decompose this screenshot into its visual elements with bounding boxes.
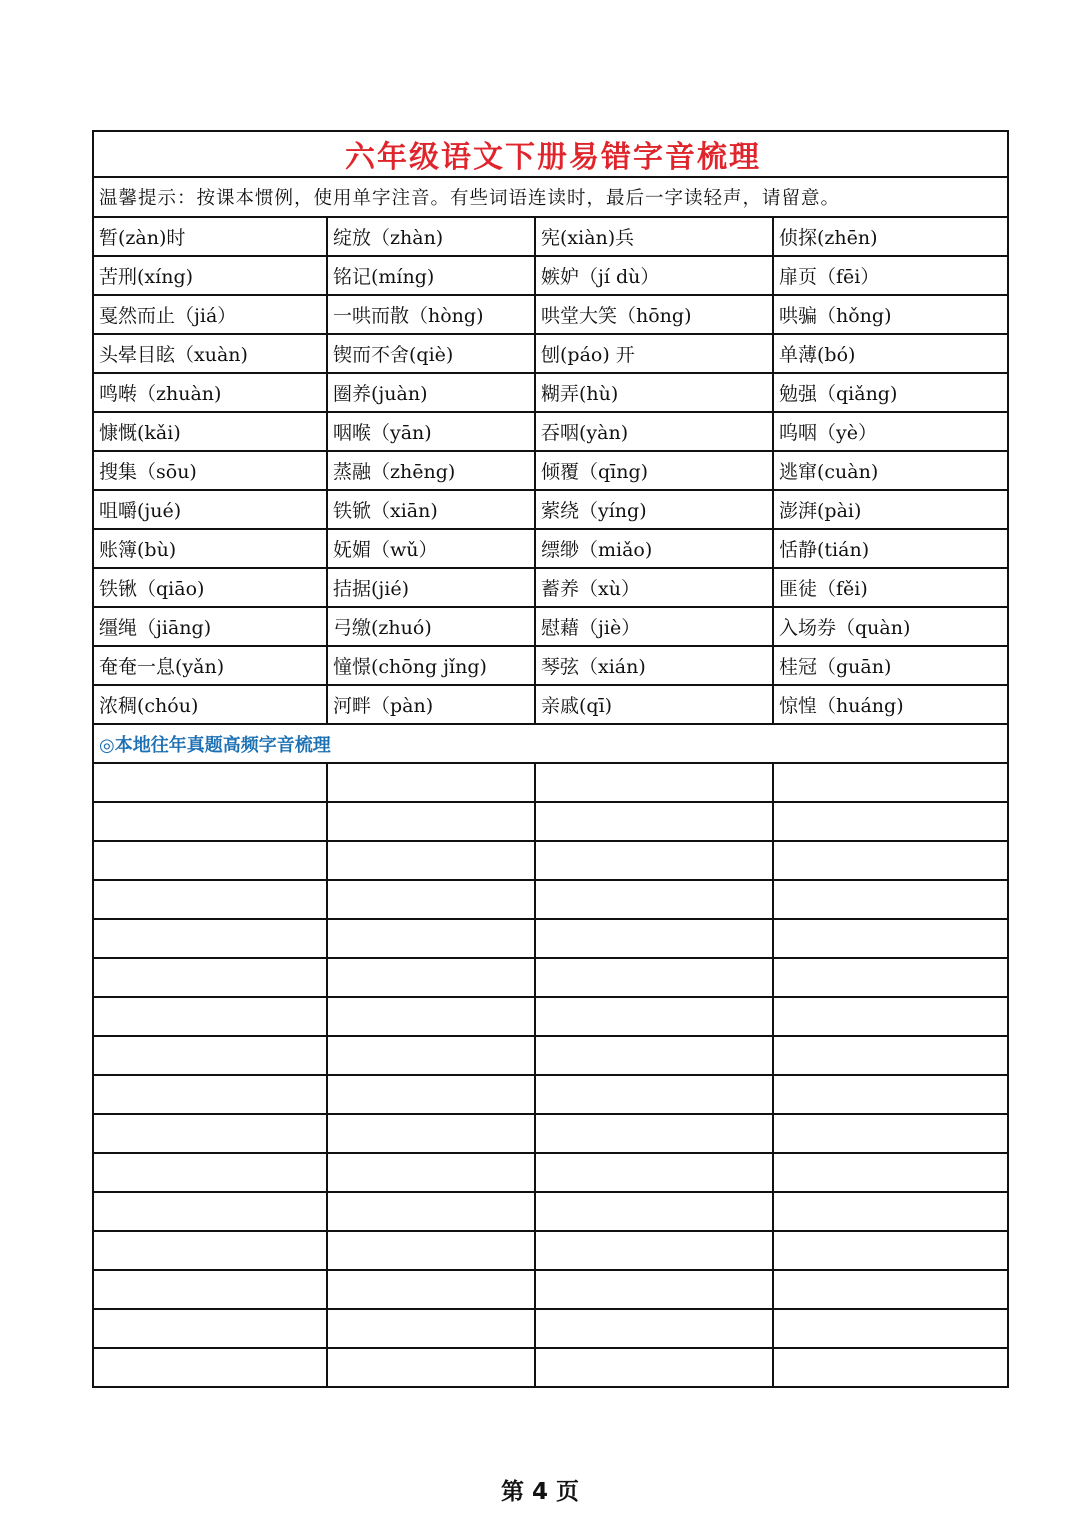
word-row [93, 334, 1008, 373]
word-cell: 铁锹（qiāo) [93, 568, 327, 607]
word-row [93, 529, 1008, 568]
blank-cell [535, 958, 773, 997]
blank-cell [773, 1114, 1008, 1153]
word-cell: 琴弦（xián) [535, 646, 773, 685]
tip-text: 温馨提示：按课本惯例，使用单字注音。有些词语连读时，最后一字读轻声，请留意。 [93, 177, 1008, 217]
pronunciation-table [92, 130, 1009, 1388]
blank-cell [327, 1153, 535, 1192]
word-cell: 缰绳（jiāng) [93, 607, 327, 646]
word-row [93, 568, 1008, 607]
blank-row [93, 958, 1008, 997]
blank-cell [327, 880, 535, 919]
blank-cell [535, 1192, 773, 1231]
blank-cell [535, 997, 773, 1036]
word-row [93, 685, 1008, 724]
word-cell: 惊惶（huáng) [773, 685, 1008, 724]
word-cell: 弓缴(zhuó) [327, 607, 535, 646]
blank-cell [773, 841, 1008, 880]
blank-cell [773, 1036, 1008, 1075]
blank-row [93, 841, 1008, 880]
word-row [93, 490, 1008, 529]
word-cell: 扉页（fēi） [773, 256, 1008, 295]
word-cell: 哄骗（hǒng) [773, 295, 1008, 334]
word-cell: 戛然而止（jiá） [93, 295, 327, 334]
word-cell: 咽喉（yān) [327, 412, 535, 451]
word-cell: 铁锨（xiān) [327, 490, 535, 529]
blank-row [93, 1348, 1008, 1387]
blank-cell [93, 1114, 327, 1153]
blank-cell [535, 1036, 773, 1075]
blank-cell [327, 1270, 535, 1309]
word-cell: 咀嚼(jué) [93, 490, 327, 529]
blank-cell [327, 763, 535, 802]
section-row [93, 724, 1008, 763]
word-row [93, 607, 1008, 646]
word-cell: 吞咽(yàn) [535, 412, 773, 451]
word-cell: 刨(páo) 开 [535, 334, 773, 373]
word-cell: 勉强（qiǎng) [773, 373, 1008, 412]
blank-cell [535, 1309, 773, 1348]
blank-cell [93, 1153, 327, 1192]
blank-cell [93, 1309, 327, 1348]
word-cell: 匪徒（fěi) [773, 568, 1008, 607]
sheet-title: 六年级语文下册易错字音梳理 [93, 131, 1008, 177]
blank-cell [535, 841, 773, 880]
blank-cell [327, 1114, 535, 1153]
word-cell: 呜咽（yè） [773, 412, 1008, 451]
word-row [93, 256, 1008, 295]
blank-cell [327, 1036, 535, 1075]
word-cell: 奄奄一息(yǎn) [93, 646, 327, 685]
blank-cell [93, 1270, 327, 1309]
blank-cell [327, 802, 535, 841]
word-cell: 拮据(jié) [327, 568, 535, 607]
blank-cell [535, 1075, 773, 1114]
word-cell: 铭记(míng) [327, 256, 535, 295]
tip-row [93, 177, 1008, 217]
word-cell: 嫉妒（jí dù） [535, 256, 773, 295]
section-heading: ◎本地往年真题高频字音梳理 [93, 724, 1008, 763]
blank-cell [327, 958, 535, 997]
blank-cell [93, 1231, 327, 1270]
blank-row [93, 1309, 1008, 1348]
blank-cell [93, 958, 327, 997]
word-cell: 糊弄(hù) [535, 373, 773, 412]
blank-cell [535, 1153, 773, 1192]
blank-cell [93, 1075, 327, 1114]
word-cell: 蒸融（zhēng) [327, 451, 535, 490]
blank-cell [327, 1348, 535, 1387]
word-cell: 哄堂大笑（hōng) [535, 295, 773, 334]
title-row [93, 131, 1008, 177]
blank-cell [535, 919, 773, 958]
blank-row [93, 1153, 1008, 1192]
blank-cell [327, 1231, 535, 1270]
word-cell: 恬静(tián) [773, 529, 1008, 568]
blank-cell [93, 880, 327, 919]
blank-cell [773, 802, 1008, 841]
table-body [93, 131, 1008, 1387]
page-number: 第 4 页 [500, 1479, 580, 1505]
word-row [93, 412, 1008, 451]
word-cell: 单薄(bó) [773, 334, 1008, 373]
word-cell: 桂冠（guān) [773, 646, 1008, 685]
word-row [93, 295, 1008, 334]
blank-cell [327, 997, 535, 1036]
blank-cell [327, 841, 535, 880]
blank-cell [535, 880, 773, 919]
word-cell: 入场券（quàn) [773, 607, 1008, 646]
blank-row [93, 1114, 1008, 1153]
blank-row [93, 1036, 1008, 1075]
blank-cell [535, 1270, 773, 1309]
blank-cell [327, 1075, 535, 1114]
blank-cell [773, 958, 1008, 997]
word-cell: 缥缈（miǎo) [535, 529, 773, 568]
blank-cell [327, 919, 535, 958]
blank-cell [93, 802, 327, 841]
word-cell: 萦绕（yíng) [535, 490, 773, 529]
blank-cell [535, 1114, 773, 1153]
blank-cell [93, 1036, 327, 1075]
blank-cell [93, 1192, 327, 1231]
word-cell: 憧憬(chōng jǐng) [327, 646, 535, 685]
blank-cell [773, 1270, 1008, 1309]
blank-row [93, 1192, 1008, 1231]
blank-row [93, 1270, 1008, 1309]
word-row [93, 451, 1008, 490]
blank-row [93, 802, 1008, 841]
word-cell: 锲而不舍(qiè) [327, 334, 535, 373]
word-cell: 侦探(zhēn) [773, 217, 1008, 256]
blank-cell [327, 1192, 535, 1231]
blank-cell [773, 1309, 1008, 1348]
word-cell: 鸣啭（zhuàn) [93, 373, 327, 412]
blank-cell [773, 1153, 1008, 1192]
blank-cell [773, 1192, 1008, 1231]
word-cell: 浓稠(chóu) [93, 685, 327, 724]
blank-row [93, 880, 1008, 919]
word-cell: 妩媚（wǔ） [327, 529, 535, 568]
blank-cell [535, 763, 773, 802]
word-cell: 蓄养（xù） [535, 568, 773, 607]
blank-row [93, 1231, 1008, 1270]
blank-row [93, 1075, 1008, 1114]
blank-cell [773, 1075, 1008, 1114]
blank-row [93, 997, 1008, 1036]
blank-cell [773, 1231, 1008, 1270]
word-cell: 澎湃(pài) [773, 490, 1008, 529]
blank-cell [535, 1231, 773, 1270]
blank-cell [535, 1348, 773, 1387]
word-cell: 宪(xiàn)兵 [535, 217, 773, 256]
blank-cell [93, 1348, 327, 1387]
blank-cell [93, 841, 327, 880]
word-cell: 河畔（pàn) [327, 685, 535, 724]
blank-cell [773, 880, 1008, 919]
word-cell: 暂(zàn)时 [93, 217, 327, 256]
blank-cell [773, 997, 1008, 1036]
word-row [93, 217, 1008, 256]
word-cell: 账簿(bù) [93, 529, 327, 568]
blank-row [93, 919, 1008, 958]
word-row [93, 646, 1008, 685]
blank-cell [327, 1309, 535, 1348]
word-cell: 逃窜(cuàn) [773, 451, 1008, 490]
word-cell: 倾覆（qīng) [535, 451, 773, 490]
word-cell: 苦刑(xíng) [93, 256, 327, 295]
blank-cell [773, 919, 1008, 958]
word-cell: 圈养(juàn) [327, 373, 535, 412]
word-row [93, 373, 1008, 412]
blank-cell [535, 802, 773, 841]
blank-cell [773, 763, 1008, 802]
blank-cell [93, 763, 327, 802]
blank-cell [93, 919, 327, 958]
blank-cell [773, 1348, 1008, 1387]
word-cell: 慰藉（jiè） [535, 607, 773, 646]
word-cell: 绽放（zhàn) [327, 217, 535, 256]
word-cell: 头晕目眩（xuàn) [93, 334, 327, 373]
word-cell: 慷慨(kǎi) [93, 412, 327, 451]
blank-row [93, 763, 1008, 802]
word-cell: 搜集（sōu) [93, 451, 327, 490]
word-cell: 亲戚(qī) [535, 685, 773, 724]
blank-cell [93, 997, 327, 1036]
word-cell: 一哄而散（hòng) [327, 295, 535, 334]
